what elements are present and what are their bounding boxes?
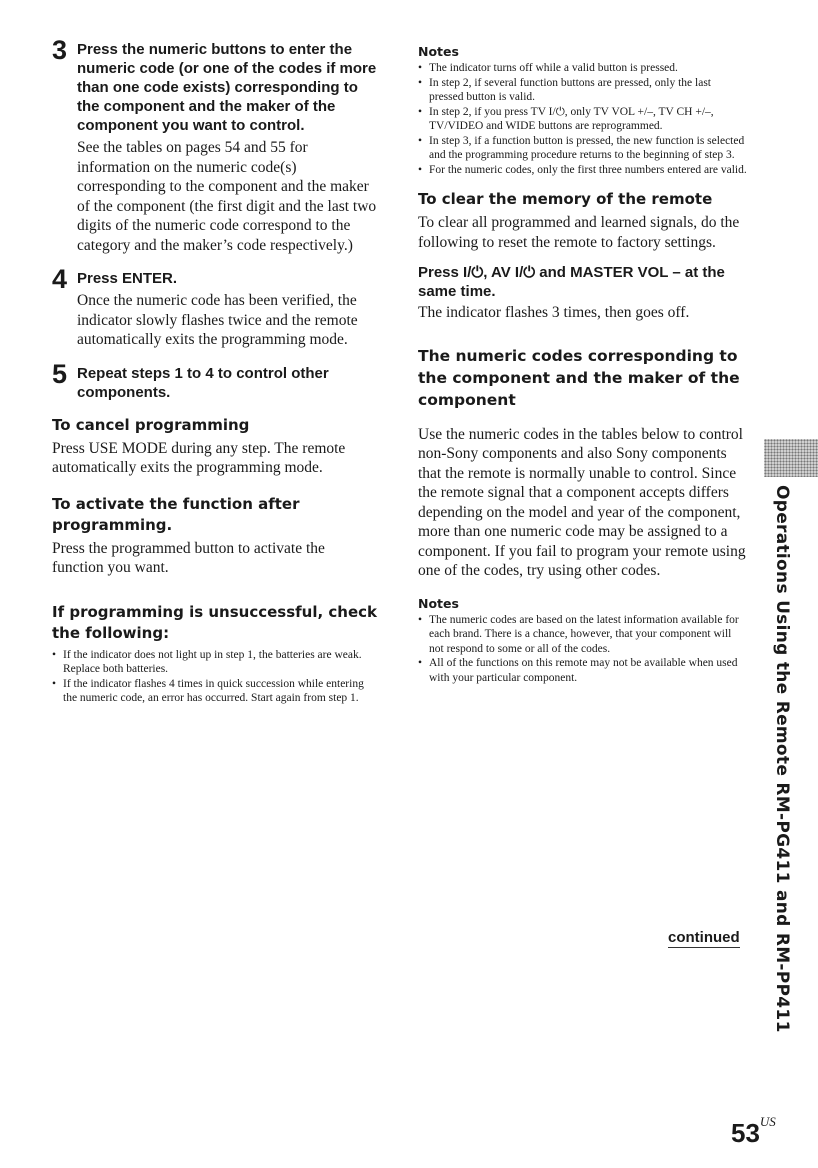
- side-section-title: Operations Using the Remote RM-PG411 and RM-PP411: [772, 485, 792, 1033]
- codes-heading: The numeric codes corresponding to the component and the maker of the component: [418, 346, 740, 409]
- step-5: [52, 358, 377, 402]
- notes-heading: Notes: [418, 595, 459, 611]
- step-number: 3: [52, 35, 68, 65]
- list-item: • The indicator turns off while a valid button is pressed.: [418, 61, 748, 76]
- clear-heading: To clear the memory of the remote: [418, 190, 713, 208]
- step-heading: Press the numeric buttons to enter the numeric code (or one of the codes if more than one code exists) corresponding to the component and the maker of the component you want to control.: [77, 41, 377, 134]
- notes-list: [418, 61, 748, 177]
- continued-label: continued: [668, 929, 740, 946]
- list-item: • If the indicator flashes 4 times in quick succession while entering the numeric code, an error has occurred. Start again from step 1.: [52, 677, 377, 706]
- list-item: • In step 2, if you press TV I/⏻, only TV VOL +/–, TV CH +/–, TV/VIDEO and WIDE buttons are reprogrammed.: [418, 105, 748, 134]
- list-item: • In step 2, if several function buttons are pressed, only the last pressed button is valid.: [418, 76, 748, 105]
- list-item: • In step 3, if a function button is pressed, the new function is selected and the programming procedure returns to the beginning of step 3.: [418, 134, 748, 163]
- activate-body: Press the programmed button to activate the function you want.: [52, 539, 325, 576]
- list-item: • For the numeric codes, only the first three numbers entered are valid.: [418, 163, 748, 178]
- step-heading: Repeat steps 1 to 4 to control other components.: [77, 364, 329, 401]
- right-column: [418, 44, 748, 685]
- page-number: [731, 1114, 776, 1149]
- step-3: [52, 35, 377, 255]
- step-heading: Press ENTER.: [77, 270, 178, 287]
- step-number: 5: [52, 358, 68, 389]
- list-item: • All of the functions on this remote may not be available when used with your particular component.: [418, 656, 748, 685]
- page-number-value: 53: [731, 1118, 760, 1148]
- list-item: • If the indicator does not light up in step 1, the batteries are weak. Replace both batteries.: [52, 648, 377, 677]
- clear-body: To clear all programmed and learned signals, do the following to reset the remote to factory settings.: [418, 214, 740, 251]
- step-body: Once the numeric code has been verified, the indicator slowly flashes twice and the remote automatically exits the programming mode.: [77, 292, 358, 348]
- codes-body: Use the numeric codes in the tables below to control non-Sony components and also Sony components that the remote is normally unable to control. Since the remote signal that a component accepts differs depending on the model and year of the component, more than one numeric code may be assigned to a component. If you fail to program your remote using one of the codes, try using other codes.: [418, 425, 746, 579]
- step-number: 4: [52, 264, 68, 294]
- clear-result: The indicator flashes 3 times, then goes off.: [418, 304, 690, 321]
- left-column: [52, 35, 378, 706]
- notes-heading: Notes: [418, 44, 459, 59]
- cancel-heading: To cancel programming: [52, 415, 250, 434]
- list-item: • The numeric codes are based on the latest information available for each brand. There is a chance, however, that your component will not respond to some or all of the codes.: [418, 613, 748, 657]
- unsuccessful-heading: If programming is unsuccessful, check the following:: [52, 602, 378, 642]
- unsuccessful-list: [52, 648, 377, 706]
- step-body: See the tables on pages 54 and 55 for information on the numeric code(s) corresponding to the component and the maker of the component (the first digit and the last two digits of the numeric code correspond to the category and the maker’s code respectively.): [77, 139, 377, 254]
- step-4: [52, 264, 377, 350]
- cancel-body: Press USE MODE during any step. The remote automatically exits the programming mode.: [52, 439, 346, 476]
- notes-list: [418, 613, 748, 686]
- activate-heading: To activate the function after programming.: [52, 494, 300, 534]
- page-suffix: US: [759, 1114, 776, 1129]
- clear-instruction: Press I/⏻, AV I/⏻ and MASTER VOL – at the same time.: [418, 264, 725, 300]
- section-tab: [764, 439, 818, 477]
